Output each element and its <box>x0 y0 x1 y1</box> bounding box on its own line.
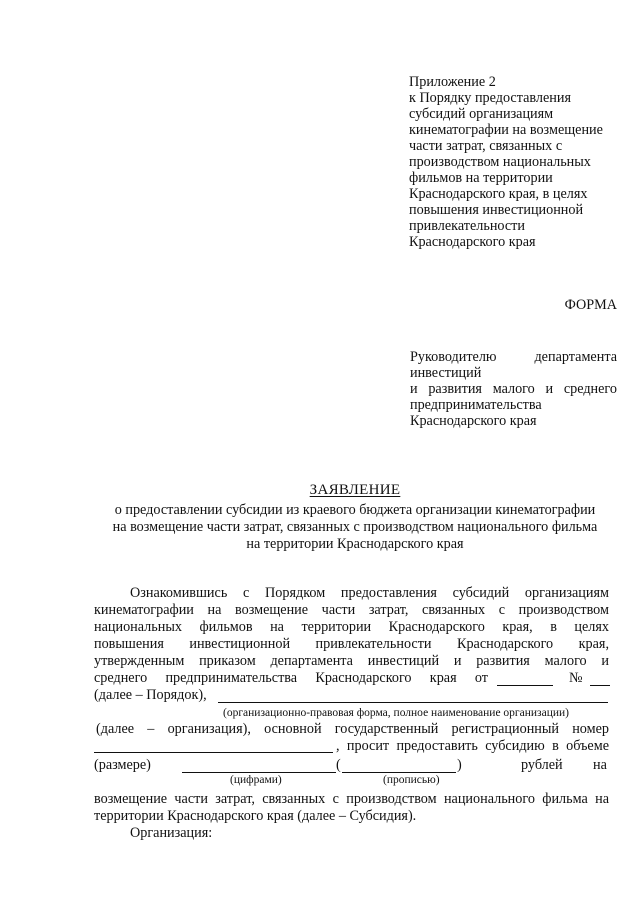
form-label: ФОРМА <box>564 297 617 313</box>
number-sign: № <box>569 670 583 686</box>
body-line: , просит предоставить субсидию в объеме <box>336 738 609 754</box>
appendix-block <box>409 74 619 250</box>
addressee-line: предпринимательства <box>410 397 542 413</box>
appendix-line: Краснодарского края, в целях <box>409 186 588 202</box>
addressee-line: Руководителю <box>410 349 497 365</box>
appendix-line: фильмов на территории <box>409 170 553 186</box>
body-line: территории Краснодарского края (далее – Субсидия). <box>94 808 417 824</box>
open-paren: ( <box>336 757 341 773</box>
body-word: на <box>593 757 607 773</box>
body-line: кинематографии на возмещение части затрат, связанных с производством <box>94 602 609 618</box>
heading-subtitle: о предоставлении субсидии из краевого бюджета организации кинематографии <box>114 502 596 518</box>
body-line: национальных фильмов на территории Краснодарского края, в целях <box>94 619 609 635</box>
words-hint: (прописью) <box>383 774 440 786</box>
addressee-block <box>410 349 617 429</box>
registration-number-blank[interactable] <box>94 740 333 753</box>
body-line: (далее – Порядок), <box>94 687 207 703</box>
body-line: (размере) <box>94 757 151 773</box>
digits-hint: (цифрами) <box>230 774 282 786</box>
appendix-line: повышения инвестиционной <box>409 202 584 218</box>
body-line: Ознакомившись с Порядком предоставления субсидий организациям <box>130 585 609 601</box>
body-line: возмещение части затрат, связанных с производством национального фильма на <box>94 791 609 807</box>
organization-name-hint: (организационно-правовая форма, полное наименование организации) <box>223 707 569 719</box>
amount-digits-blank[interactable] <box>182 760 336 773</box>
appendix-line: кинематографии на возмещение <box>409 122 603 138</box>
date-blank[interactable] <box>497 673 553 686</box>
body-line: Организация: <box>130 825 213 841</box>
addressee-line: инвестиций <box>410 365 482 381</box>
document-heading <box>60 482 639 500</box>
appendix-line: привлекательности <box>409 218 525 234</box>
addressee-line: департамента <box>534 349 617 365</box>
body-line: среднего предпринимательства Краснодарского края от <box>94 670 488 686</box>
addressee-line: Краснодарского края <box>410 413 537 429</box>
appendix-line: Краснодарского края <box>409 234 536 250</box>
body-line: повышения инвестиционной привлекательности Краснодарского края, <box>94 636 609 652</box>
appendix-line: субсидий организациям <box>409 106 554 122</box>
heading-subtitle: на территории Краснодарского края <box>246 536 464 552</box>
document-title: ЗАЯВЛЕНИЕ <box>309 482 401 498</box>
organization-name-blank[interactable] <box>218 690 608 703</box>
appendix-line: к Порядку предоставления <box>409 90 571 106</box>
addressee-line: и развития малого и среднего <box>410 381 617 397</box>
appendix-line: Приложение 2 <box>409 74 496 90</box>
amount-words-blank[interactable] <box>342 760 456 773</box>
body-line: утвержденным приказом департамента инвестиций и развития малого и <box>94 653 609 669</box>
number-blank[interactable] <box>590 673 610 686</box>
appendix-line: части затрат, связанных с <box>409 138 563 154</box>
body-line: (далее – организация), основной государственный регистрационный номер <box>96 721 609 737</box>
close-paren: ) <box>457 757 462 773</box>
currency-word: рублей <box>521 757 563 773</box>
appendix-line: производством национальных <box>409 154 591 170</box>
heading-subtitle: на возмещение части затрат, связанных с производством национального фильма <box>112 519 598 535</box>
